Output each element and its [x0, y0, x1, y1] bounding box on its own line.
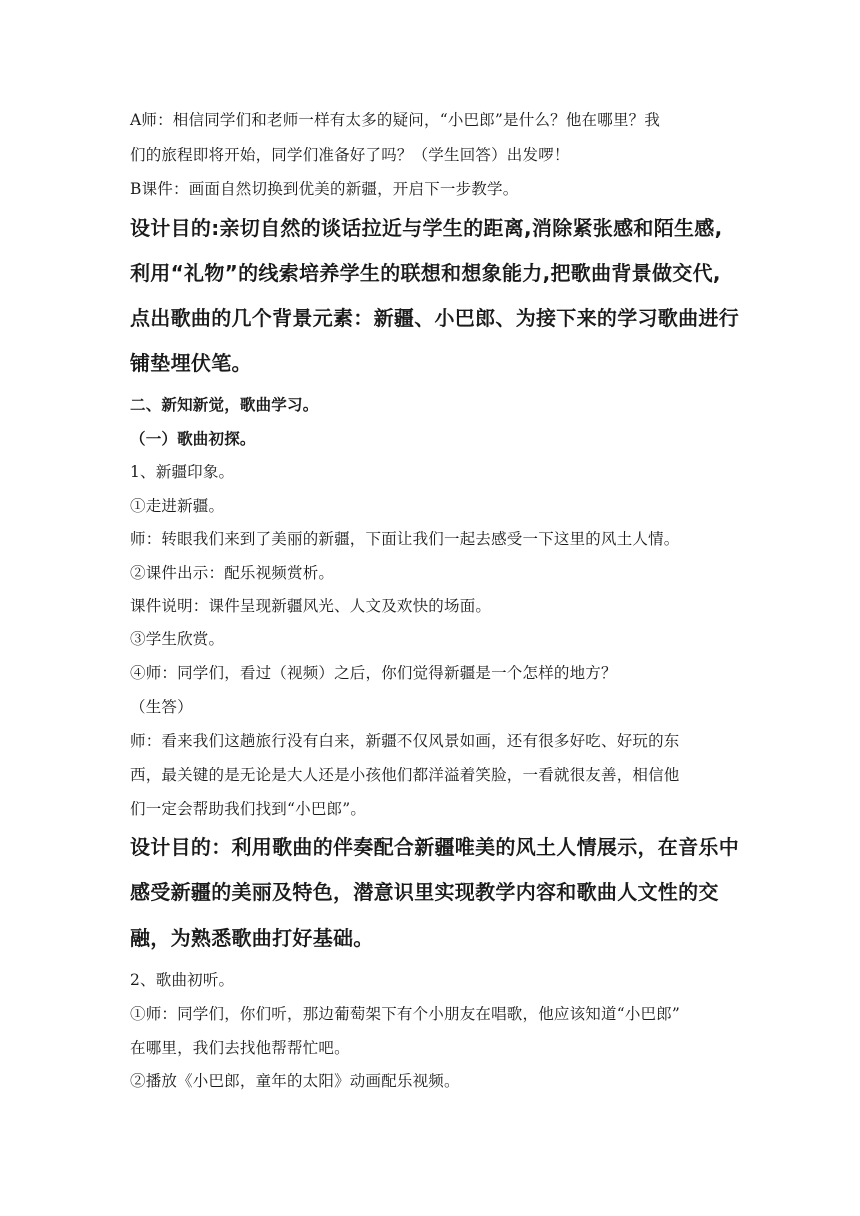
paragraph-line: 1、新疆印象。: [130, 463, 235, 481]
design-purpose-line: 点出歌曲的几个背景元素：新疆、小巴郎、为接下来的学习歌曲进行: [130, 306, 739, 330]
design-purpose-line: 融，为熟悉歌曲打好基础。: [130, 926, 374, 950]
design-purpose-line: 铺垫埋伏笔。: [130, 351, 252, 375]
design-purpose-line: 感受新疆的美丽及特色，潜意识里实现教学内容和歌曲人文性的交: [130, 880, 719, 904]
paragraph-line: 西，最关键的是无论是大人还是小孩他们都洋溢着笑脸，一看就很友善，相信他: [130, 766, 680, 784]
paragraph-line: ③学生欣赏。: [130, 630, 225, 648]
design-purpose-line: 设计目的:亲切自然的谈话拉近与学生的距离,消除紧张感和陌生感,: [130, 216, 723, 240]
paragraph-line: 们的旅程即将开始，同学们准备好了吗？（学生回答）出发啰！: [130, 146, 570, 164]
paragraph-line: A师：相信同学们和老师一样有太多的疑问，“小巴郎”是什么？他在哪里？我: [130, 111, 661, 129]
paragraph-line: ①师：同学们，你们听，那边葡萄架下有个小朋友在唱歌，他应该知道“小巴郎”: [130, 1005, 681, 1023]
paragraph-line: ④师：同学们，看过（视频）之后，你们觉得新疆是一个怎样的地方？: [130, 664, 617, 682]
design-purpose-line: 设计目的：利用歌曲的伴奏配合新疆唯美的风土人情展示，在音乐中: [130, 835, 739, 859]
subsection-heading: （一）歌曲初探。: [130, 430, 256, 448]
paragraph-line: 2、歌曲初听。: [130, 971, 235, 989]
paragraph-line: ②播放《小巴郎，童年的太阳》动画配乐视频。: [130, 1072, 460, 1090]
paragraph-line: 师：看来我们这趟旅行没有白来，新疆不仅风景如画，还有很多好吃、好玩的东: [130, 732, 680, 750]
paragraph-line: （生答）: [130, 698, 193, 716]
paragraph-line: 们一定会帮助我们找到“小巴郎”。: [130, 800, 367, 818]
paragraph-line: 在哪里，我们去找他帮帮忙吧。: [130, 1039, 350, 1057]
paragraph-line: B课件：画面自然切换到优美的新疆，开启下一步教学。: [130, 180, 519, 198]
paragraph-line: ②课件出示：配乐视频赏析。: [130, 564, 335, 582]
paragraph-line: 课件说明：课件呈现新疆风光、人文及欢快的场面。: [130, 597, 492, 615]
paragraph-line: 师：转眼我们来到了美丽的新疆，下面让我们一起去感受一下这里的风土人情。: [130, 530, 680, 548]
section-heading: 二、新知新觉，歌曲学习。: [130, 396, 319, 414]
design-purpose-line: 利用“礼物”的线索培养学生的联想和想象能力,把歌曲背景做交代,: [130, 261, 721, 285]
paragraph-line: ①走进新疆。: [130, 497, 225, 515]
